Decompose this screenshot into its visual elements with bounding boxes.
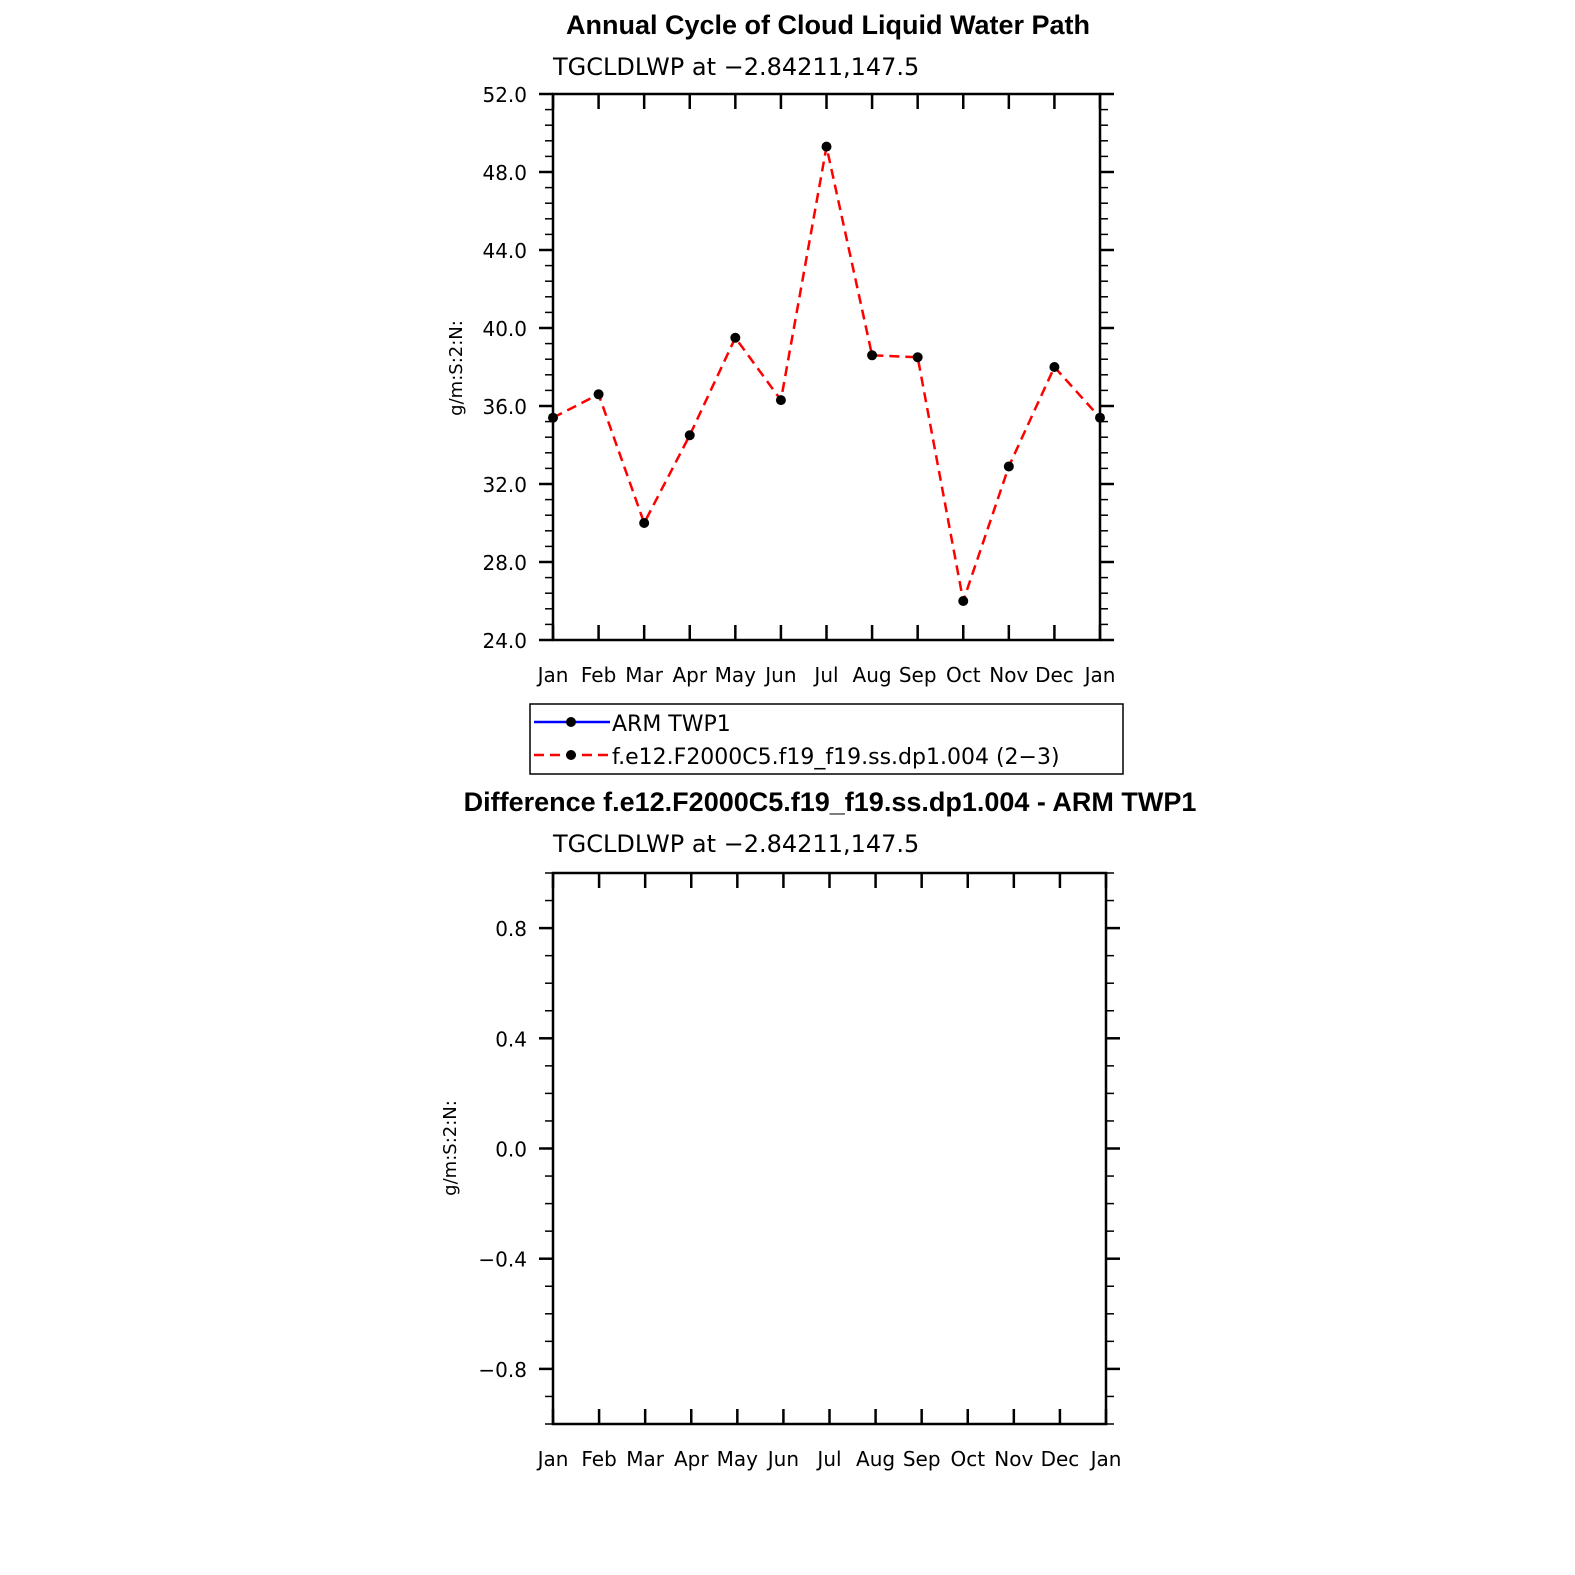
difference-chart (440, 787, 1196, 1471)
x-tick-label: Dec (1040, 1447, 1080, 1471)
y-tick-label: 32.0 (482, 473, 527, 497)
data-point (548, 413, 558, 423)
x-tick-label: Sep (898, 663, 937, 687)
x-tick-label: May (714, 663, 757, 687)
axis-tick-labels (482, 83, 1115, 687)
y-axis-label: g/m:S:2:N: (440, 1100, 461, 1196)
x-tick-label: Mar (625, 663, 664, 687)
x-tick-label: Oct (950, 1447, 986, 1471)
x-tick-label: Nov (994, 1447, 1034, 1471)
plot-frame (553, 873, 1106, 1424)
x-tick-label: Nov (989, 663, 1029, 687)
legend (530, 704, 1123, 774)
x-tick-label: Jan (537, 1447, 569, 1471)
legend-marker-model (566, 750, 576, 760)
data-point (822, 142, 832, 152)
x-tick-label: Feb (580, 663, 617, 687)
data-point (639, 518, 649, 528)
series-markers (548, 142, 1105, 606)
axis-ticks (539, 94, 1114, 640)
y-tick-label: 44.0 (482, 239, 527, 263)
y-tick-label: −0.4 (478, 1247, 527, 1272)
data-point (867, 350, 877, 360)
x-tick-label: Apr (673, 1447, 709, 1471)
data-point (913, 352, 923, 362)
chart-subtitle: TGCLDLWP at −2.84211,147.5 (553, 53, 920, 81)
data-point (594, 389, 604, 399)
x-tick-label: Jul (817, 1447, 842, 1471)
x-tick-label: Mar (626, 1447, 665, 1471)
chart-title: Difference f.e12.F2000C5.f19_f19.ss.dp1.004 - ARM TWP1 (463, 787, 1197, 817)
y-axis-label: g/m:S:2:N: (446, 320, 467, 416)
x-tick-label: Apr (672, 663, 708, 687)
axis-ticks (539, 873, 1120, 1424)
data-point (730, 333, 740, 343)
x-tick-label: Oct (945, 663, 981, 687)
legend-marker-arm (566, 717, 576, 727)
y-tick-label: 0.0 (495, 1137, 527, 1162)
data-point (1095, 413, 1105, 423)
x-tick-label: Jul (814, 663, 839, 687)
plot-frame (553, 94, 1100, 640)
data-point (685, 430, 695, 440)
x-tick-label: Aug (852, 663, 892, 687)
chart-subtitle: TGCLDLWP at −2.84211,147.5 (553, 830, 920, 858)
data-point (776, 395, 786, 405)
x-tick-label: Aug (856, 1447, 896, 1471)
data-point (1004, 461, 1014, 471)
y-tick-label: 36.0 (482, 395, 527, 419)
y-tick-label: −0.8 (478, 1357, 527, 1382)
y-tick-label: 28.0 (482, 551, 527, 575)
data-point (1049, 362, 1059, 372)
legend-label-arm: ARM TWP1 (612, 712, 731, 737)
x-tick-label: Sep (902, 1447, 941, 1471)
x-tick-label: May (716, 1447, 759, 1471)
data-point (958, 596, 968, 606)
axis-tick-labels (478, 917, 1121, 1471)
x-tick-label: Jun (765, 663, 797, 687)
legend-label-model: f.e12.F2000C5.f19_f19.ss.dp1.004 (2−3) (612, 745, 1060, 770)
annual-cycle-chart (446, 10, 1115, 687)
y-tick-label: 0.4 (495, 1027, 527, 1052)
chart-title: Annual Cycle of Cloud Liquid Water Path (565, 10, 1091, 40)
x-tick-label: Feb (581, 1447, 617, 1471)
x-tick-label: Jan (1084, 663, 1116, 687)
y-tick-label: 0.8 (495, 917, 527, 942)
series-line (553, 147, 1100, 601)
x-tick-label: Dec (1035, 663, 1074, 687)
y-tick-label: 52.0 (482, 83, 527, 107)
y-tick-label: 24.0 (482, 629, 527, 653)
y-tick-label: 40.0 (482, 317, 527, 341)
y-tick-label: 48.0 (482, 161, 527, 185)
x-tick-label: Jan (1090, 1447, 1122, 1471)
series-lines (553, 147, 1100, 601)
x-tick-label: Jun (767, 1447, 800, 1471)
x-tick-label: Jan (537, 663, 569, 687)
